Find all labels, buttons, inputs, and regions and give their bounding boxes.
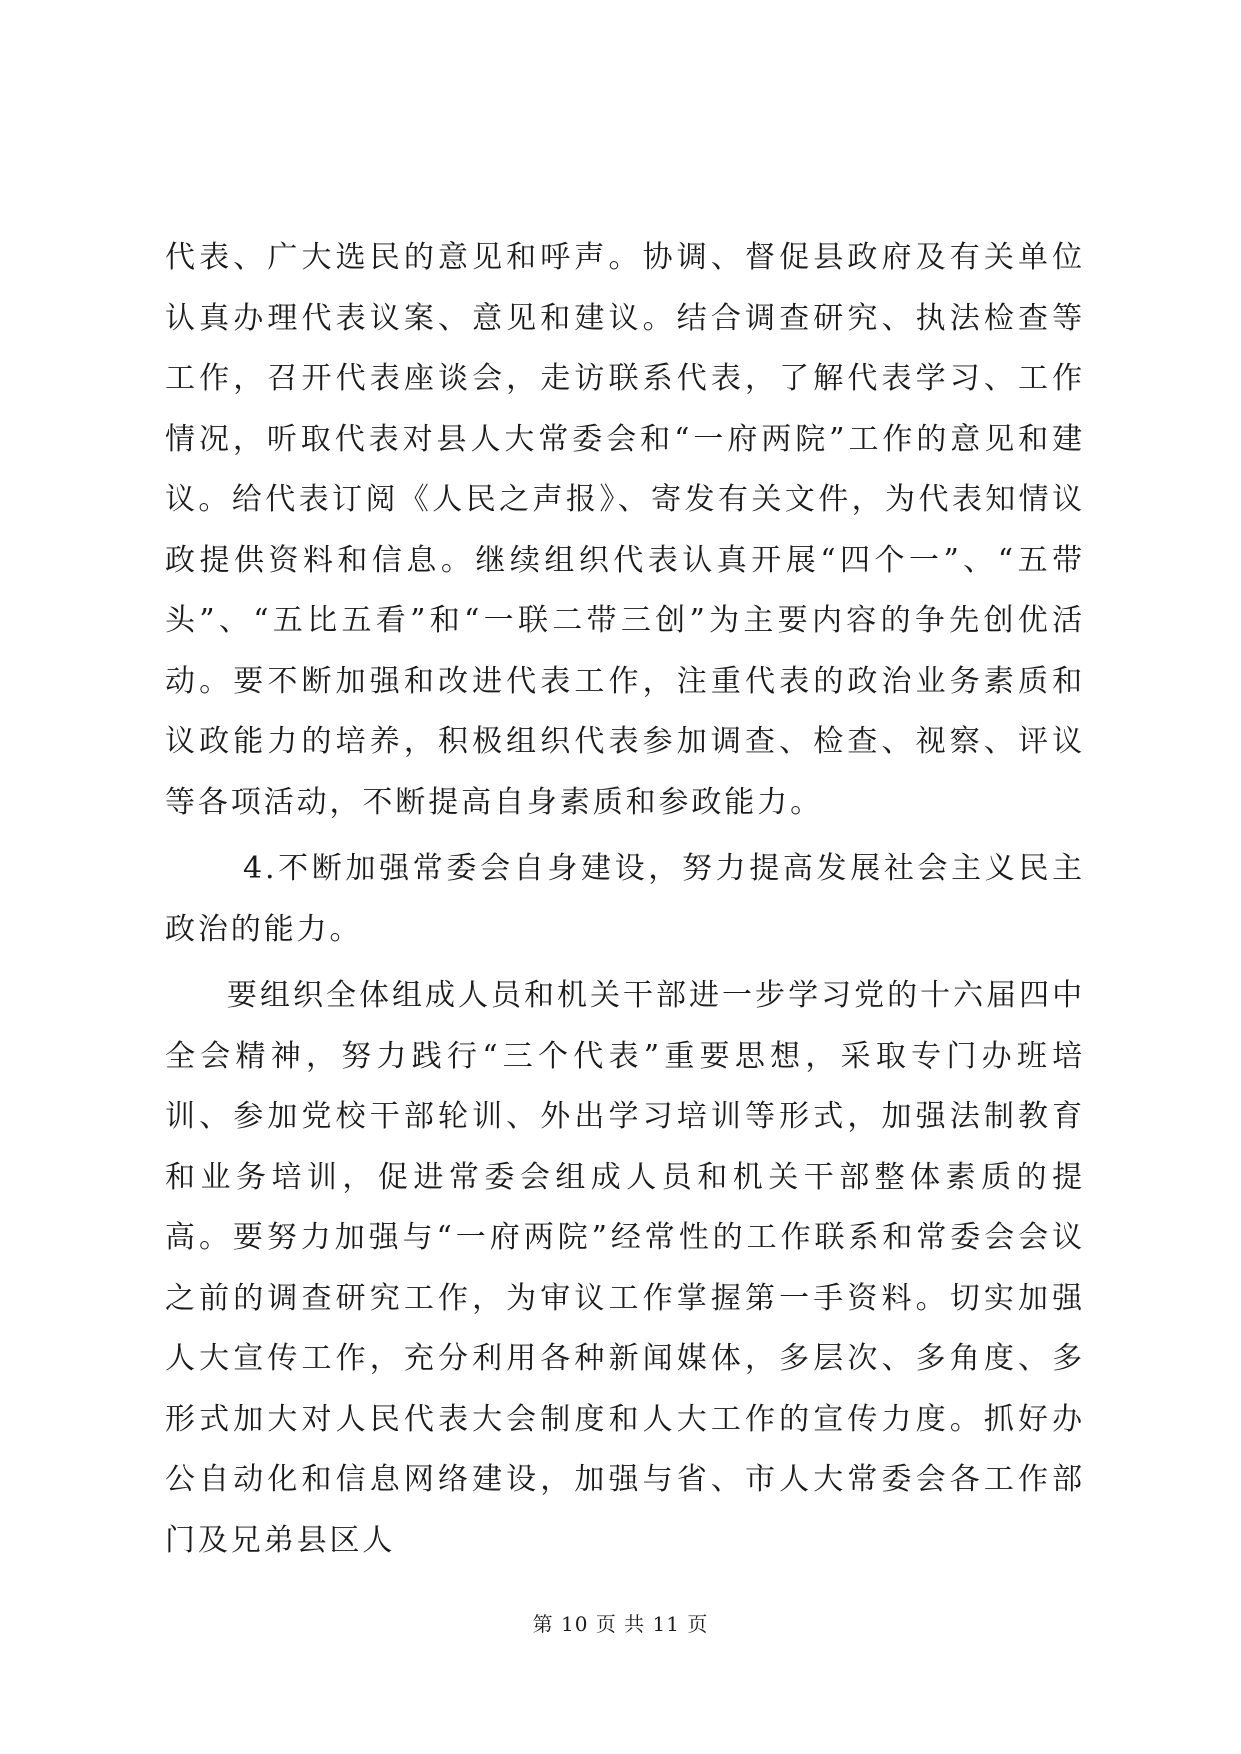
- document-body: [165, 228, 1085, 1571]
- section-heading-4: 4.不断加强常委会自身建设，努力提高发展社会主义民主政治的能力。: [165, 851, 1085, 947]
- paragraph-representative-work: 代表、广大选民的意见和呼声。协调、督促县政府及有关单位认真办理代表议案、意见和建议。结合调查研究、执法检查等工作，召开代表座谈会，走访联系代表，了解代表学习、工作情况，听取代表对县人大常委会和“一府两院”工作的意见和建议。给代表订阅《人民之声报》、寄发有关文件，为代表知情议政提供资料和信息。继续组织代表认真开展“四个一”、“五带头”、“五比五看”和“一联二带三创”为主要内容的争先创优活动。要不断加强和改进代表工作，注重代表的政治业务素质和议政能力的培养，积极组织代表参加调查、检查、视察、评议等各项活动，不断提高自身素质和参政能力。: [165, 240, 1085, 820]
- paragraph-self-construction: 要组织全体组成人员和机关干部进一步学习党的十六届四中全会精神，努力践行“三个代表”重要思想，采取专门办班培训、参加党校干部轮训、外出学习培训等形式，加强法制教育和业务培训，促进常委会组成人员和机关干部整体素质的提高。要努力加强与“一府两院”经常性的工作联系和常委会会议之前的调查研究工作，为审议工作掌握第一手资料。切实加强人大宣传工作，充分利用各种新闻媒体，多层次、多角度、多形式加大对人民代表大会制度和人大工作的宣传力度。抓好办公自动化和信息网络建设，加强与省、市人大常委会各工作部门及兄弟县区人: [165, 978, 1085, 1558]
- page-number-footer: 第 10 页 共 11 页: [532, 1612, 709, 1636]
